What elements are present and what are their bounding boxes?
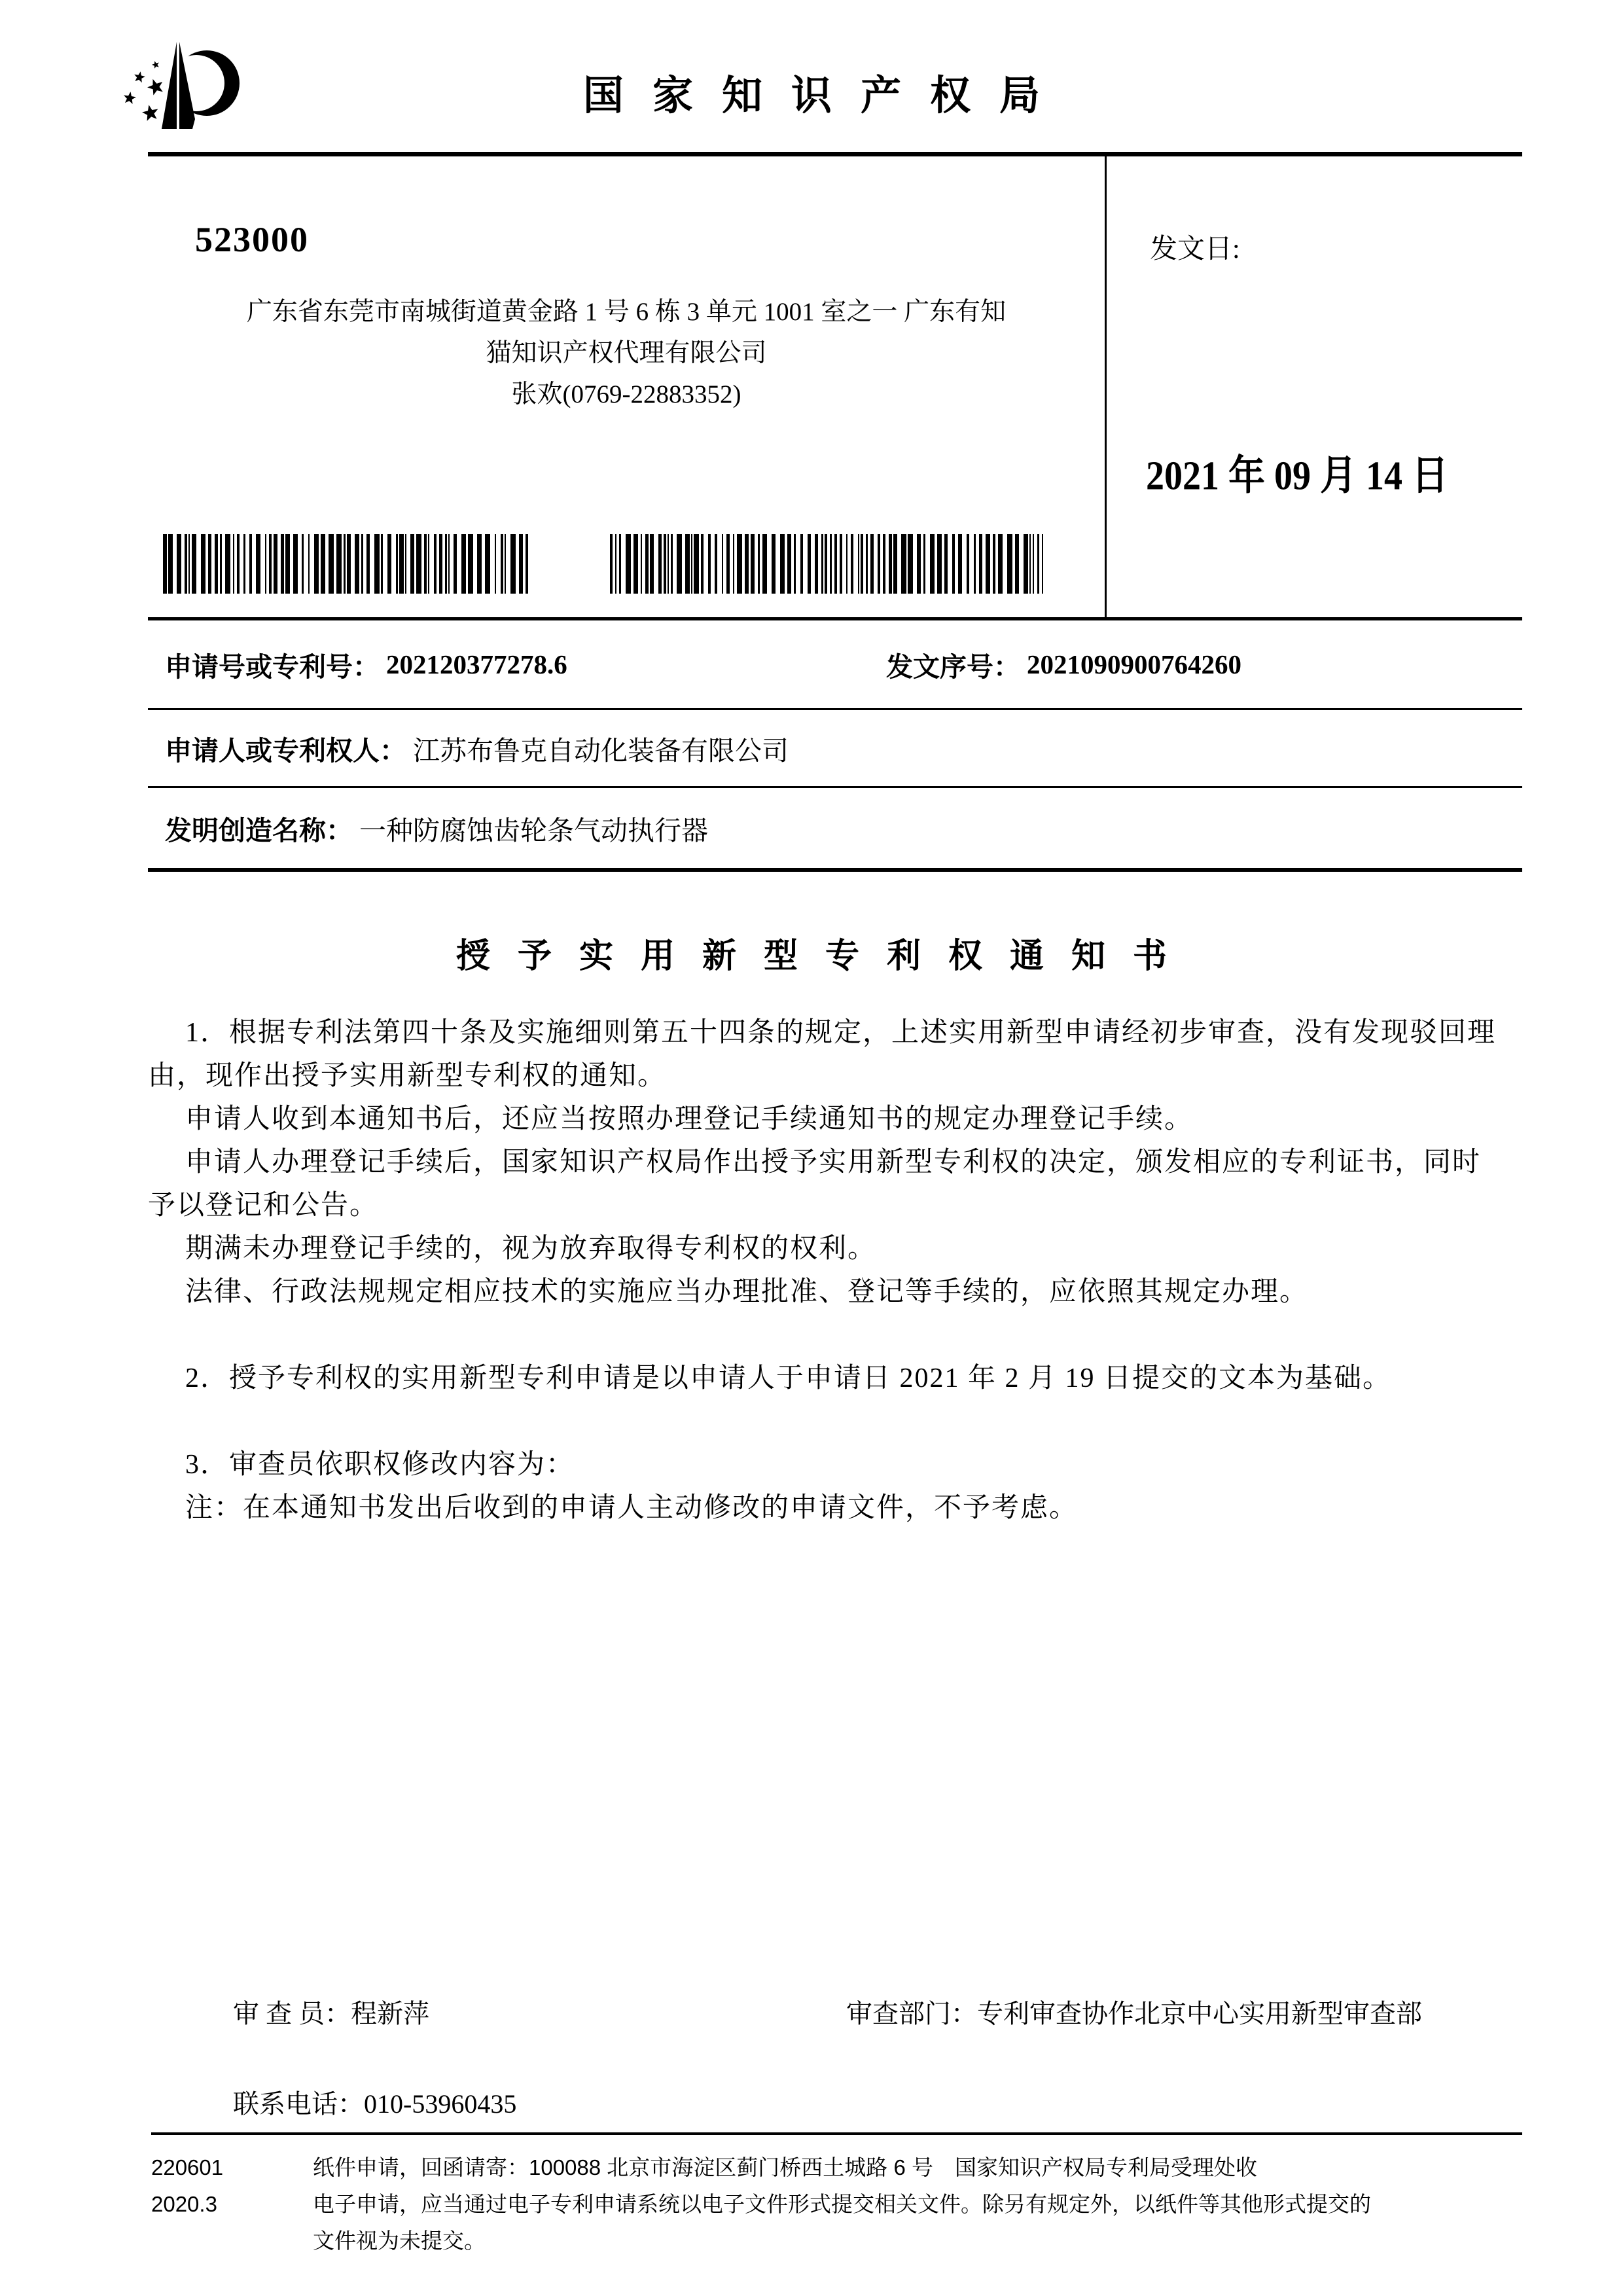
form-version: 2020.3 bbox=[151, 2192, 217, 2216]
field-rows bbox=[148, 620, 1522, 872]
examiner-label: 审 查 员： bbox=[233, 1999, 351, 2028]
issue-date-label: 发文日: bbox=[1150, 234, 1240, 264]
dispatch-header-box bbox=[148, 152, 1522, 620]
row-application-number bbox=[148, 620, 1522, 710]
dispatch-serial-group bbox=[886, 620, 1241, 708]
row-invention-title bbox=[148, 788, 1522, 872]
address-line: 猫知识产权代理有限公司 bbox=[486, 339, 767, 367]
address-line: 广东省东莞市南城街道黄金路 1 号 6 栋 3 单元 1001 室之一 广东有知 bbox=[246, 298, 1007, 326]
barcode-left bbox=[163, 534, 537, 594]
body-line: 由，现作出授予实用新型专利权的通知。 bbox=[148, 1061, 667, 1091]
body-line: 期满未办理登记手续的，视为放弃取得专利权的权利。 bbox=[185, 1234, 877, 1264]
agency-title: 国家知识产权局 bbox=[582, 74, 1069, 118]
footer-line: 文件视为未提交。 bbox=[313, 2229, 486, 2253]
examiner-name: 程新萍 bbox=[351, 1999, 429, 2028]
contact-row bbox=[233, 2083, 516, 2121]
signature-row bbox=[233, 1993, 1522, 2030]
body-line: 2．授予专利权的实用新型专利申请是以申请人于申请日 2021 年 2 月 19 日提交的文本为基础。 bbox=[185, 1363, 1392, 1393]
body-paragraph bbox=[148, 1357, 1522, 1400]
application-number-value: 202120377278.6 bbox=[386, 649, 567, 679]
barcode-right bbox=[610, 534, 1052, 594]
notice-body bbox=[148, 1011, 1522, 1530]
form-codes bbox=[151, 2149, 313, 2259]
body-paragraph bbox=[148, 1011, 1522, 1098]
body-paragraph bbox=[148, 1270, 1522, 1314]
department-name: 专利审查协作北京中心实用新型审查部 bbox=[977, 1999, 1422, 2028]
applicant-label: 申请人或专利权人： bbox=[165, 735, 406, 766]
invention-title-label: 发明创造名称： bbox=[165, 815, 353, 846]
address-line: 张欢(0769-22883352) bbox=[511, 380, 741, 408]
issue-date-pane bbox=[1107, 156, 1522, 617]
department-group bbox=[846, 1993, 1422, 2030]
footer-line: 纸件申请，回函请寄：100088 北京市海淀区蓟门桥西土城路 6 号 国家知识产权局专利局受理处收 bbox=[313, 2155, 1257, 2179]
dispatch-serial-value: 2021090900764260 bbox=[1027, 649, 1241, 679]
body-paragraph bbox=[148, 1227, 1522, 1270]
body-line: 1．根据专利法第四十条及实施细则第五十四条的规定，上述实用新型申请经初步审查，没有发现驳回理 bbox=[185, 1018, 1497, 1048]
body-paragraph bbox=[148, 1098, 1522, 1141]
postal-code: 523000 bbox=[195, 220, 309, 259]
body-line: 申请人办理登记手续后，国家知识产权局作出授予实用新型专利权的决定，颁发相应的专利证书，同时 bbox=[185, 1147, 1482, 1177]
body-line: 注：在本通知书发出后收到的申请人主动修改的申请文件，不予考虑。 bbox=[185, 1493, 1079, 1523]
body-line: 予以登记和公告。 bbox=[148, 1191, 379, 1221]
footer-line: 电子申请，应当通过电子专利申请系统以电子文件形式提交相关文件。除另有规定外，以纸件等其他形式提交的 bbox=[313, 2192, 1371, 2216]
phone-number: 010-53960435 bbox=[364, 2089, 517, 2119]
invention-title-value: 一种防腐蚀齿轮条气动执行器 bbox=[359, 815, 708, 846]
page-footer bbox=[151, 2132, 1522, 2259]
body-paragraph bbox=[148, 1443, 1522, 1530]
body-line: 3．审查员依职权修改内容为： bbox=[185, 1450, 575, 1480]
notice-title: 授予实用新型专利权通知书 bbox=[455, 938, 1194, 975]
phone-label: 联系电话： bbox=[233, 2089, 364, 2119]
footer-instructions bbox=[313, 2149, 1522, 2259]
recipient-pane bbox=[148, 156, 1105, 617]
dispatch-serial-label: 发文序号： bbox=[886, 651, 1020, 682]
issue-date-value: 2021 年 09 月 14 日 bbox=[1146, 453, 1448, 499]
applicant-value: 江苏布鲁克自动化装备有限公司 bbox=[413, 735, 789, 766]
application-number-label: 申请号或专利号： bbox=[165, 651, 380, 682]
body-line: 申请人收到本通知书后，还应当按照办理登记手续通知书的规定办理登记手续。 bbox=[185, 1104, 1194, 1134]
department-label: 审查部门： bbox=[846, 1999, 977, 2028]
body-paragraph bbox=[148, 1141, 1522, 1227]
row-applicant bbox=[148, 710, 1522, 788]
recipient-address bbox=[148, 291, 1105, 415]
body-line: 法律、行政法规规定相应技术的实施应当办理批准、登记等手续的，应依照其规定办理。 bbox=[185, 1277, 1309, 1307]
form-code: 220601 bbox=[151, 2155, 224, 2179]
